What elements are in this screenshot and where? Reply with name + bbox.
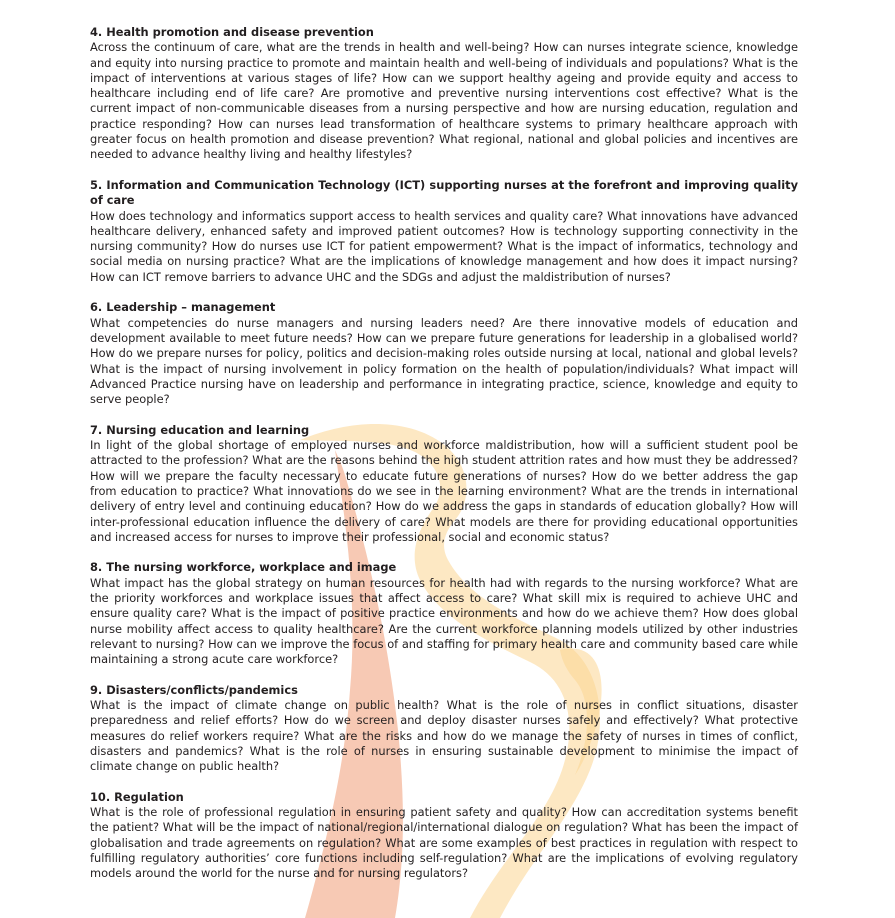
- document-content: [90, 25, 798, 897]
- section-body: How does technology and informatics support access to health services and quality care? What innovations have advanced healthcare delivery, enhanced safety and improved patient outcomes? How is technology supporting connectivity in the nursing community? How do nurses use ICT for patient empowerment? What is the impact of informatics, technology and social media on nursing practice? What are the implications of knowledge management and how does it impact nursing? How can ICT remove barriers to advance UHC and the SDGs and adjust the maldistribution of nurses?: [90, 208, 798, 284]
- section-body: In light of the global shortage of employed nurses and workforce maldistribution, how will a sufficient student pool be attracted to the profession? What are the reasons behind the high student attrition rates and how must they be addressed? How will we prepare the faculty necessary to educate future generations of nurses? How do we better address the gap from education to practice? What innovations do we see in the learning environment? What are the trends in international delivery of entry level and continuing education? How do we address the gaps in standards of education globally? How will inter-professional education influence the delivery of care? What models are there for providing educational opportunities and increased access for nurses to improve their professional, social and economic status?: [90, 438, 798, 544]
- section-nursing-education: [90, 423, 798, 545]
- section-heading: 10. Regulation: [90, 789, 184, 804]
- section-heading: 8. The nursing workforce, workplace and image: [90, 560, 397, 575]
- section-nursing-workforce: [90, 560, 798, 667]
- section-heading: 5. Information and Communication Technology (ICT) supporting nurses at the forefront and improving quality of care: [90, 177, 798, 208]
- section-heading: 9. Disasters/conflicts/pandemics: [90, 682, 298, 697]
- section-body: What is the impact of climate change on public health? What is the role of nurses in conflict situations, disaster preparedness and relief efforts? How do we screen and deploy disaster nurses safely and effectively? What protective measures do relief workers require? What are the risks and how do we manage the safety of nurses in times of conflict, disasters and pandemics? What is the role of nurses in ensuring sustainable development to minimise the impact of climate change on public health?: [90, 698, 798, 774]
- section-heading: 4. Health promotion and disease prevention: [90, 25, 374, 39]
- section-body: What impact has the global strategy on human resources for health had with regards to the nursing workforce? What are the priority workforces and workplace issues that affect access to care? What skill mix is required to achieve UHC and ensure quality care? What is the impact of positive practice environments and how do we achieve them? How does global nurse mobility affect access to quality healthcare? Are the current workforce planning models utilized by other industries relevant to nursing? How can we improve the focus of and staffing for primary health care and community based care while maintaining a strong acute care workforce?: [90, 575, 798, 667]
- section-heading: 7. Nursing education and learning: [90, 422, 310, 437]
- section-disasters: [90, 683, 798, 775]
- section-heading: 6. Leadership – management: [90, 300, 276, 315]
- section-health-promotion: [90, 25, 798, 163]
- section-body: Across the continuum of care, what are the trends in health and well-being? How can nurses integrate science, knowledge and equity into nursing practice to promote and maintain health and well-being of individuals and populations? What is the impact of interventions at various stages of life? How can we support healthy ageing and provide equity and access to healthcare including end of life care? Are promotive and preventive nursing interventions cost effective? What is the current impact of non-communicable diseases from a nursing perspective and how are nursing education, regulation and practice responding? How can nurses lead transformation of healthcare systems to primary healthcare approach with greater focus on health promotion and disease prevention? What regional, national and global policies and incentives are needed to advance healthy living and healthy lifestyles?: [90, 40, 798, 162]
- section-body: What competencies do nurse managers and nursing leaders need? Are there innovative models of education and development available to meet future needs? How can we prepare future generations for leadership in a globalised world? How do we prepare nurses for policy, politics and decision-making roles outside nursing at local, national and global levels? What is the impact of nursing involvement in policy formation on the health of population/individuals? What impact will Advanced Practice nursing have on leadership and performance in integrating practice, science, knowledge and equity to serve people?: [90, 315, 798, 407]
- section-regulation: [90, 790, 798, 882]
- section-leadership: [90, 300, 798, 407]
- section-ict: [90, 178, 798, 285]
- section-body: What is the role of professional regulation in ensuring patient safety and quality? How can accreditation systems benefit the patient? What will be the impact of national/regional/international dialogue on regulation? What has been the impact of globalisation and trade agreements on regulation? What are some examples of best practices in regulation with respect to fulfilling regulatory authorities’ core functions including self-regulation? What are the implications of evolving regulatory models around the world for the nurse and for nursing regulators?: [90, 805, 798, 881]
